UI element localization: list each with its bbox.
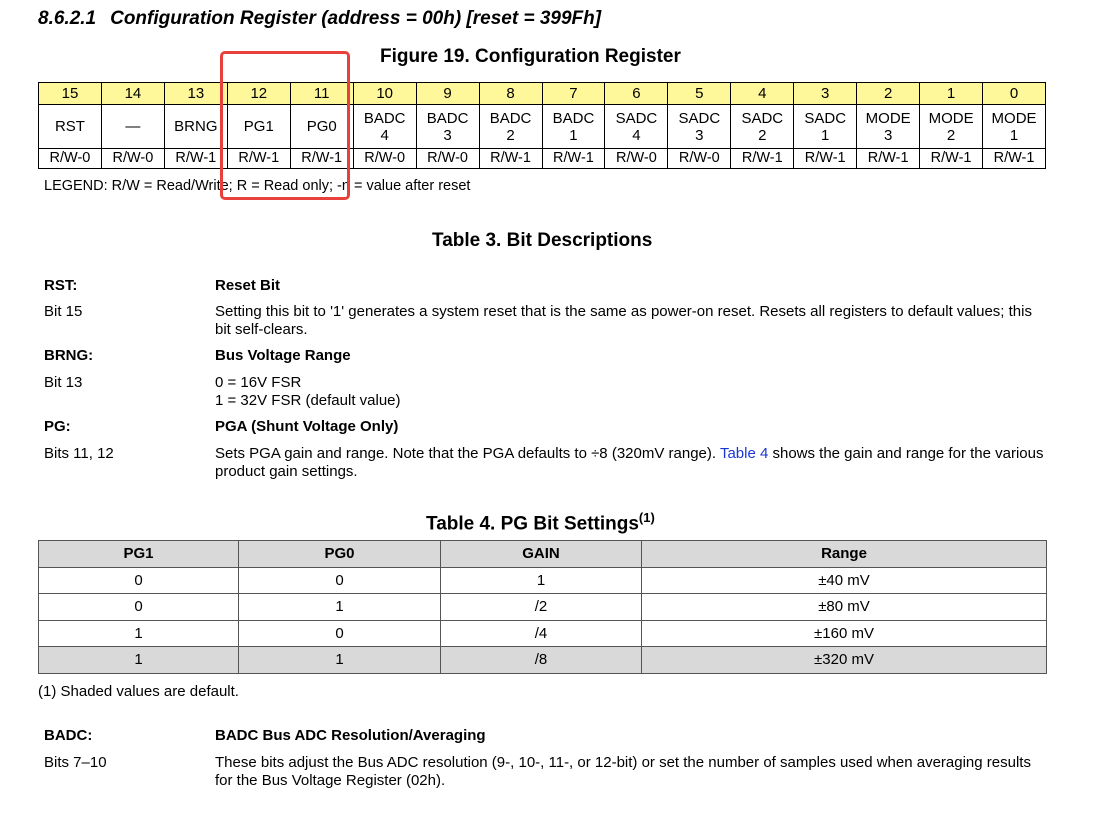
- field-bit-index: 4: [632, 126, 641, 144]
- pg-table-header-row: [39, 541, 1047, 568]
- badc-description: These bits adjust the Bus ADC resolution (9-, 10-, 11-, or 12-bit) or set the number of samples used when averaging results for the Bus Voltage Register (02h).: [215, 754, 1031, 789]
- bit-number-cell: 12: [227, 83, 290, 105]
- table-row: [39, 567, 1047, 594]
- bit-number-cell: 6: [605, 83, 668, 105]
- access-cell: R/W-1: [164, 149, 227, 169]
- bit-number-cell: 13: [164, 83, 227, 105]
- field-name: MODE: [928, 109, 974, 127]
- pg-table-header-cell: PG1: [39, 541, 239, 568]
- pg-description: [215, 445, 1045, 481]
- field-bit-index: 3: [443, 126, 452, 144]
- bit-number-cell: 2: [857, 83, 920, 105]
- field-name-cell: [794, 105, 857, 149]
- table4-link[interactable]: Table 4: [719, 445, 769, 462]
- access-row: [39, 149, 1046, 169]
- pg-bits: Bits 11, 12: [44, 445, 114, 462]
- field-bit-index: 1: [569, 126, 578, 144]
- table4-title-footnote-ref: (1): [638, 510, 655, 525]
- pg-table-cell: ±40 mV: [642, 567, 1047, 594]
- field-bit-index: 2: [758, 126, 767, 144]
- field-name: RST: [54, 118, 85, 135]
- field-name-cell: [857, 105, 920, 149]
- pg-table-cell: 1: [441, 567, 642, 594]
- rst-field-heading: Reset Bit: [215, 277, 281, 294]
- rst-bits: Bit 15: [44, 303, 83, 320]
- pg-table-cell: 1: [39, 647, 239, 674]
- field-name-cell: [920, 105, 983, 149]
- field-name: SADC: [678, 109, 721, 127]
- badc-field-heading: BADC Bus ADC Resolution/Averaging: [215, 727, 486, 744]
- field-bit-index: 3: [883, 126, 893, 144]
- field-bit-index: 1: [821, 126, 830, 144]
- field-name-cell: [39, 105, 102, 149]
- section-title: Configuration Register (address = 00h) [reset = 399Fh]: [110, 8, 602, 29]
- bit-number-cell: 15: [39, 83, 102, 105]
- field-bit-index: 2: [506, 126, 515, 144]
- bit-number-row: [39, 83, 1046, 105]
- pg-table-cell: /2: [441, 594, 642, 621]
- field-name: BRNG: [174, 118, 218, 135]
- table3-title: Table 3. Bit Descriptions: [432, 230, 653, 251]
- field-name-cell: [983, 105, 1046, 149]
- bit-number-cell: 9: [416, 83, 479, 105]
- brng-description: [215, 374, 1045, 410]
- field-name: PG1: [243, 118, 274, 135]
- field-name: BADC: [363, 109, 406, 127]
- pg-table-cell: 1: [239, 647, 441, 674]
- field-name-cell: [353, 105, 416, 149]
- pg-field-heading: PGA (Shunt Voltage Only): [215, 418, 399, 435]
- brng-field-name: BRNG:: [44, 347, 94, 364]
- access-cell: R/W-1: [731, 149, 794, 169]
- table4-footnote: (1) Shaded values are default.: [38, 683, 239, 700]
- field-name: SADC: [804, 109, 847, 127]
- access-cell: R/W-1: [227, 149, 290, 169]
- bit-number-cell: 4: [731, 83, 794, 105]
- access-cell: R/W-1: [920, 149, 983, 169]
- bit-number-cell: 14: [101, 83, 164, 105]
- pg-description-start: Sets PGA gain and range. Note that the PGA defaults to ÷8 (320mV range).: [215, 445, 720, 462]
- field-name: PG0: [306, 118, 337, 135]
- access-cell: R/W-1: [542, 149, 605, 169]
- configuration-register-table: [38, 82, 1046, 169]
- field-name-cell: [101, 105, 164, 149]
- bit-number-cell: 10: [353, 83, 416, 105]
- field-name-cell: [164, 105, 227, 149]
- table4-title-text: Table 4. PG Bit Settings: [426, 513, 639, 535]
- field-bit-index: 2: [946, 126, 956, 144]
- bit-number-cell: 8: [479, 83, 542, 105]
- pg-table-cell: ±160 mV: [642, 620, 1047, 647]
- access-cell: R/W-1: [290, 149, 353, 169]
- table4-title: [426, 510, 655, 535]
- bit-number-cell: 0: [983, 83, 1046, 105]
- field-name: MODE: [991, 109, 1037, 127]
- field-name-cell: [290, 105, 353, 149]
- bit-number-cell: 11: [290, 83, 353, 105]
- pg-table-cell: ±320 mV: [642, 647, 1047, 674]
- bit-number-cell: 7: [542, 83, 605, 105]
- pg-table-header-cell: Range: [642, 541, 1047, 568]
- pg-description-end: shows the gain and range for the various product gain settings.: [215, 445, 1044, 480]
- table-row: [39, 647, 1047, 674]
- access-cell: R/W-0: [416, 149, 479, 169]
- table-row: [39, 594, 1047, 621]
- access-cell: R/W-1: [479, 149, 542, 169]
- pg-table-cell: ±80 mV: [642, 594, 1047, 621]
- field-name: SADC: [615, 109, 658, 127]
- brng-bits: Bit 13: [44, 374, 83, 391]
- pg-table-cell: 0: [39, 594, 239, 621]
- field-name-cell: [605, 105, 668, 149]
- field-name: SADC: [741, 109, 784, 127]
- access-cell: R/W-0: [668, 149, 731, 169]
- field-name: —: [125, 118, 141, 135]
- access-cell: R/W-1: [983, 149, 1046, 169]
- field-name-cell: [731, 105, 794, 149]
- access-cell: R/W-1: [794, 149, 857, 169]
- register-legend: LEGEND: R/W = Read/Write; R = Read only; -n = value after reset: [44, 178, 471, 194]
- table-row: [39, 620, 1047, 647]
- pg-table-header-cell: PG0: [239, 541, 441, 568]
- field-name-cell: [416, 105, 479, 149]
- access-cell: R/W-1: [857, 149, 920, 169]
- access-cell: R/W-0: [101, 149, 164, 169]
- section-heading: [38, 8, 601, 30]
- figure-caption: Figure 19. Configuration Register: [380, 46, 681, 67]
- access-cell: R/W-0: [353, 149, 416, 169]
- field-name-cell: [542, 105, 605, 149]
- pg-table-cell: 0: [39, 567, 239, 594]
- pg-bit-settings-table: [38, 540, 1047, 674]
- bit-number-cell: 1: [920, 83, 983, 105]
- pg-table-cell: 0: [239, 620, 441, 647]
- pg-table-body: [39, 567, 1047, 673]
- pg-table-cell: 1: [239, 594, 441, 621]
- field-name-row: [39, 105, 1046, 149]
- access-cell: R/W-0: [39, 149, 102, 169]
- pg-table-cell: 1: [39, 620, 239, 647]
- field-name-cell: [227, 105, 290, 149]
- pg-table-cell: /8: [441, 647, 642, 674]
- field-name: BADC: [489, 109, 532, 127]
- field-bit-index: 3: [695, 126, 704, 144]
- pg-table-cell: 0: [239, 567, 441, 594]
- bit-number-cell: 3: [794, 83, 857, 105]
- badc-bits: Bits 7–10: [44, 754, 107, 771]
- field-bit-index: 1: [1009, 126, 1019, 144]
- section-number: 8.6.2.1: [38, 8, 97, 29]
- field-name: BADC: [552, 109, 595, 127]
- field-name-cell: [479, 105, 542, 149]
- pg-table-header-cell: GAIN: [441, 541, 642, 568]
- field-name-cell: [668, 105, 731, 149]
- field-bit-index: 4: [380, 126, 389, 144]
- field-name: BADC: [426, 109, 469, 127]
- rst-field-name: RST:: [44, 277, 78, 294]
- brng-option-16v: 0 = 16V FSR: [215, 374, 302, 391]
- pg-field-name: PG:: [44, 418, 71, 435]
- rst-description: Setting this bit to '1' generates a system reset that is the same as power-on reset. Resets all registers to default values; this bit self-clears.: [215, 303, 1032, 338]
- pg-table-cell: /4: [441, 620, 642, 647]
- badc-field-name: BADC:: [44, 727, 93, 744]
- bit-number-cell: 5: [668, 83, 731, 105]
- brng-option-32v: 1 = 32V FSR (default value): [215, 392, 401, 409]
- brng-field-heading: Bus Voltage Range: [215, 347, 351, 364]
- field-name: MODE: [865, 109, 911, 127]
- access-cell: R/W-0: [605, 149, 668, 169]
